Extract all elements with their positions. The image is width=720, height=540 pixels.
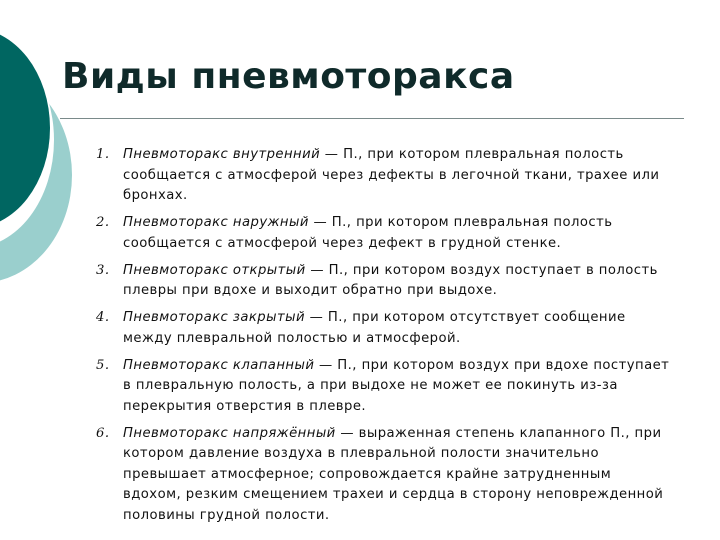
item-term: Пневмоторакс клапанный — [123, 357, 315, 373]
list-item — [90, 308, 670, 349]
item-text: — П., при котором плевральная полость сообщается с атмосферой через дефект в грудной стенке. — [123, 215, 613, 251]
item-text: — П., при котором воздух поступает в полость плевры при вдохе и выходит обратно при выдохе. — [123, 262, 658, 298]
item-text: — П., при котором плевральная полость сообщается с атмосферой через дефекты в легочной ткани, трахее или бронхах. — [123, 147, 660, 203]
list-item — [90, 145, 670, 207]
title-divider — [60, 118, 684, 119]
item-number: 3. — [96, 262, 110, 278]
item-number: 6. — [96, 425, 110, 441]
item-term: Пневмоторакс наружный — [123, 215, 309, 230]
item-number: 2. — [96, 215, 110, 230]
list-item — [90, 424, 670, 527]
item-text: — П., при котором воздух при вдохе поступает в плевральную полость, а при выдохе не может ее покинуть из-за перекрытия отверстия в плевре. — [123, 357, 670, 414]
item-text: — выраженная степень клапанного П., при котором давление воздуха в плевральной полости значительно превышает атмосферное; сопровождается крайне затрудненным вдохом, резким смещением трахеи и сердца в сторону неповрежденной половины грудной полости. — [123, 425, 664, 523]
item-number: 4. — [96, 310, 110, 325]
item-text: — П., при котором отсутствует сообщение между плевральной полостью и атмосферой. — [123, 310, 626, 346]
list-item — [90, 213, 670, 254]
pneumothorax-types-list — [90, 145, 670, 533]
item-term: Пневмоторакс закрытый — [123, 310, 306, 325]
item-term: Пневмоторакс напряжённый — [123, 425, 336, 441]
slide-title: Виды пневмоторакса — [62, 56, 515, 97]
item-number: 1. — [96, 147, 110, 162]
item-number: 5. — [96, 357, 110, 373]
item-term: Пневмоторакс внутренний — [123, 147, 321, 162]
list-item — [90, 356, 670, 418]
list-item — [90, 261, 670, 302]
item-term: Пневмоторакс открытый — [123, 262, 306, 278]
